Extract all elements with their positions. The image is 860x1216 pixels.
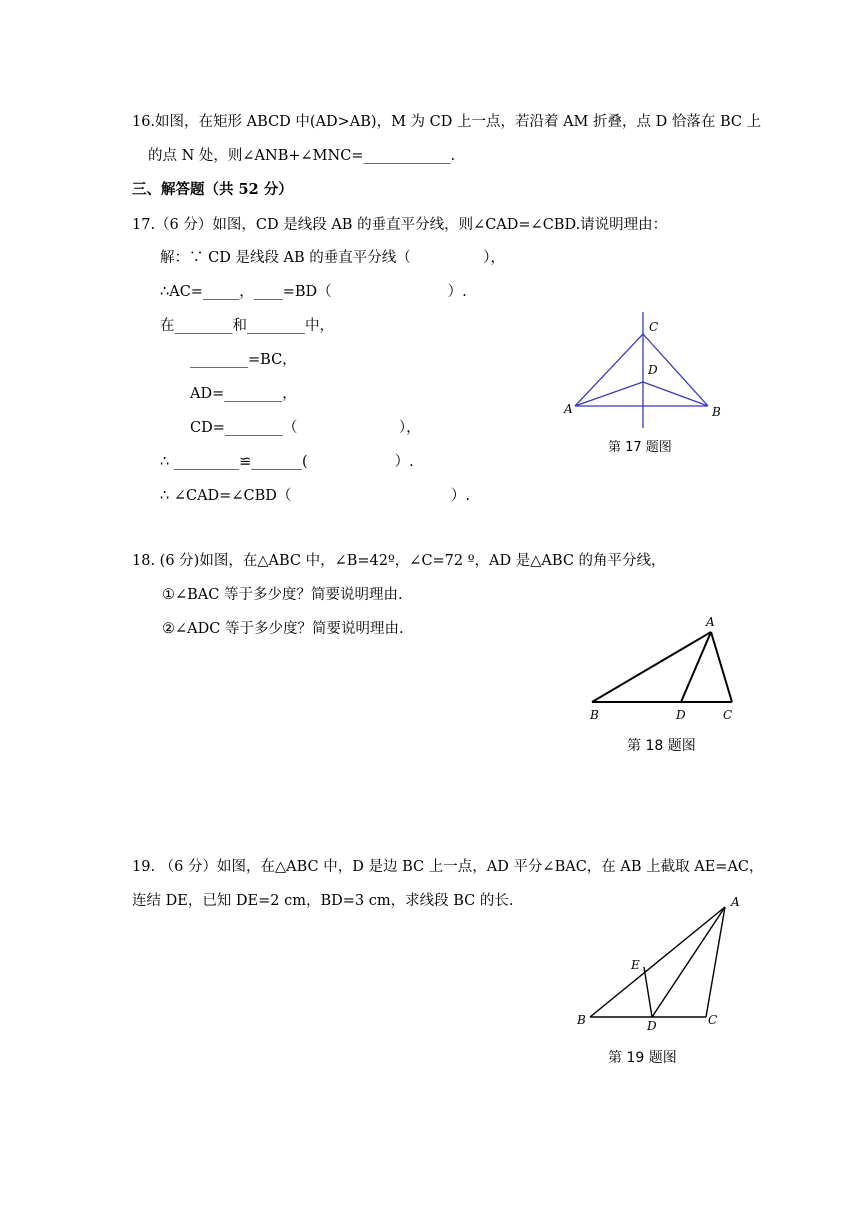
segment-ed [644, 967, 652, 1017]
q17-line4: ________=BC， [190, 352, 297, 368]
label-d: D [676, 708, 686, 722]
segment-ba [590, 907, 725, 1017]
q17-line6: CD=________（ ）， [190, 420, 421, 436]
figure-17-caption: 第 17 题图 [608, 440, 672, 455]
q17-line2: ∴AC=_____，____=BD（ ）. [160, 284, 467, 300]
q17-line8: ∴ ∠CAD=∠CBD（ ）. [160, 488, 470, 504]
label-a: A [731, 895, 740, 909]
q19-line2: 连结 DE，已知 DE=2 cm，BD=3 cm，求线段 BC 的长. [132, 893, 514, 909]
figure-18-caption: 第 18 题图 [627, 738, 696, 754]
label-c: C [649, 320, 659, 334]
figure-17 [560, 310, 730, 430]
label-c: C [723, 708, 733, 722]
q19-stem: 19. （6 分）如图，在△ABC 中，D 是边 BC 上一点，AD 平分∠BAC，在 AB 上截取 AE=AC， [132, 859, 764, 875]
segment-ad [575, 382, 643, 406]
q18-stem: 18. (6 分)如图，在△ABC 中，∠B=42º，∠C=72 º，AD 是△ABC 的角平分线， [132, 553, 666, 569]
label-b: B [712, 405, 721, 419]
segment-ac [575, 334, 643, 406]
label-d: D [647, 1019, 657, 1033]
segment-ca [711, 632, 732, 702]
q18-part2: ②∠ADC 等于多少度？简要说明理由. [162, 621, 404, 637]
section-title: 三、解答题（共 52 分） [132, 181, 293, 198]
q17-line1: 解：∵ CD 是线段 AB 的垂直平分线（ ）， [160, 250, 506, 266]
q18-part1: ①∠BAC 等于多少度？简要说明理由. [162, 587, 403, 603]
label-a: A [564, 402, 573, 416]
q17-stem: 17.（6 分）如图，CD 是线段 AB 的垂直平分线，则∠CAD=∠CBD.请说明理由： [132, 217, 668, 233]
label-a: A [706, 615, 715, 629]
q16-line2: 的点 N 处，则∠ANB+∠MNC=____________. [148, 148, 456, 164]
segment-bd [643, 382, 708, 406]
label-b: B [590, 708, 599, 722]
label-b: B [577, 1013, 586, 1027]
label-c: C [708, 1013, 718, 1027]
figure-19 [570, 890, 750, 1040]
label-e: E [631, 958, 640, 972]
figure-18 [580, 608, 750, 728]
q17-line5: AD=________， [190, 386, 297, 402]
segment-ca [706, 907, 725, 1017]
segment-ba [592, 632, 711, 702]
q17-line3: 在________和________中， [160, 318, 334, 334]
segment-ad [681, 632, 711, 702]
segment-ad [652, 907, 725, 1017]
q17-line7: ∴ _________≌_______( ）. [160, 454, 414, 470]
label-d: D [648, 363, 658, 377]
q16-line1: 16.如图，在矩形 ABCD 中(AD>AB)，M 为 CD 上一点，若沿着 AM 折叠，点 D 恰落在 BC 上 [132, 114, 762, 130]
figure-19-caption: 第 19 题图 [608, 1050, 677, 1066]
